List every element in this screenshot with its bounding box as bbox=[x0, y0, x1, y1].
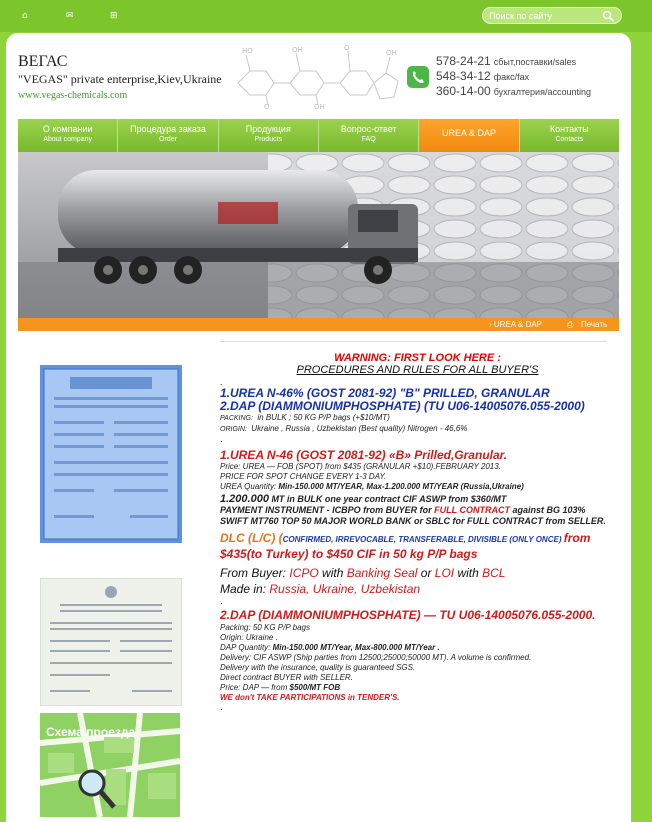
phone-number: 578-24-21 bbox=[436, 54, 491, 68]
contract-terms: MT in BULK one year contract CIF ASWP bbox=[268, 494, 449, 504]
nav-label: Контакты bbox=[549, 124, 589, 134]
urea-price: Price: UREA — FOB (SPOT) from $435 (GRANULAR +$10).FEBRUARY 2013. bbox=[220, 462, 501, 471]
urea-quantity-label: UREA Quantity: bbox=[220, 482, 279, 491]
nav-sublabel: FAQ bbox=[361, 136, 376, 143]
origin-value: Ukraine , Russia , Uzbekistan (Best quality) Nitrogen - 46,6% bbox=[251, 424, 468, 433]
origin-line bbox=[220, 424, 615, 435]
dap-quantity-label: DAP Quantity: bbox=[220, 643, 273, 652]
dlc-terms: CONFIRMED, IRREVOCABLE, TRANSFERABLE, DIVISIBLE bbox=[282, 535, 508, 544]
loi-text: LOI bbox=[434, 566, 455, 580]
payment-line bbox=[220, 505, 615, 527]
logo-url[interactable]: www.vegas-chemicals.com bbox=[18, 90, 128, 101]
phone-row bbox=[436, 53, 591, 68]
warning-title: WARNING: FIRST LOOK HERE : bbox=[334, 352, 501, 364]
dlc-price-turkey: $435(to Turkey) bbox=[220, 547, 309, 561]
urea-quantity bbox=[220, 482, 615, 492]
svg-text:HO: HO bbox=[242, 47, 253, 55]
made-in-label: Made in: bbox=[220, 582, 270, 596]
nav-sublabel: Order bbox=[159, 136, 177, 143]
page-container bbox=[6, 33, 631, 822]
search-input[interactable] bbox=[489, 9, 599, 23]
nav-item-about[interactable] bbox=[18, 119, 118, 152]
phone-description: факс/fax bbox=[493, 72, 530, 82]
or-text: or bbox=[417, 566, 435, 580]
nav-label: О компании bbox=[42, 124, 93, 134]
nav-label: UREA & DAP bbox=[441, 128, 496, 138]
bcl-text: BCL bbox=[482, 566, 506, 580]
phone-description: сбыт,поставки/sales bbox=[493, 57, 577, 67]
dap-delivery: Delivery: CIF ASWP (Ship parties from 12500;25000;50000 MT). A volume is confirmed. bbox=[220, 653, 532, 662]
nav-item-faq[interactable] bbox=[319, 119, 419, 152]
divider bbox=[220, 341, 607, 342]
banner-image bbox=[18, 152, 619, 318]
from-buyer-label: From Buyer: bbox=[220, 566, 290, 580]
separator-dot: . bbox=[220, 702, 223, 712]
search-icon[interactable] bbox=[602, 10, 615, 22]
icpo-text: ICPO bbox=[289, 566, 319, 580]
breadcrumb-strip bbox=[18, 318, 619, 331]
dap-origin: Origin: Ukraine . bbox=[220, 633, 278, 642]
urea-quantity-value: Min-150.000 MT/YEAR, Max-1.200.000 MT/YEAR (Russia,Ukraine) bbox=[278, 482, 524, 491]
logo-subtitle: "VEGAS" private enterprise,Kiev,Ukraine bbox=[18, 72, 222, 86]
mail-icon[interactable]: ✉ bbox=[66, 11, 74, 21]
contract-volume: 1.200.000 bbox=[220, 493, 269, 505]
payment-full-contract: FULL CONTRACT bbox=[434, 505, 510, 515]
dap-heading: 2.DAP (DIAMMONIUMPHOSPHATE) — TU U06-14005076.055-2000. bbox=[220, 608, 596, 622]
urea-spot-note: PRICE FOR SPOT CHANGE EVERY 1-3 DAY. bbox=[220, 472, 387, 481]
warning-subtitle: PROCEDURES AND RULES FOR ALL BUYER'S bbox=[296, 364, 539, 376]
packing-value: in BULK ; 50 KG P/P bags (+$10/MT) bbox=[257, 413, 390, 422]
banking-seal-text: Banking Seal bbox=[346, 566, 418, 580]
dlc-once: (ONLY ONCE) bbox=[507, 535, 564, 544]
separator-dot: . bbox=[220, 377, 223, 387]
phone-list bbox=[436, 53, 591, 98]
certificate-image[interactable] bbox=[40, 365, 182, 543]
dap-price bbox=[220, 683, 615, 693]
urea-heading: 1.UREA N-46 (GOST 2081-92) «B» Prilled,Granular. bbox=[220, 448, 507, 462]
svg-text:OH: OH bbox=[386, 49, 397, 57]
nav-sublabel: Products bbox=[254, 136, 283, 143]
nav-label: Продукция bbox=[245, 124, 291, 134]
svg-text:O: O bbox=[344, 44, 350, 52]
main-content bbox=[220, 341, 615, 712]
dlc-line bbox=[220, 531, 615, 562]
search-box bbox=[482, 7, 622, 24]
sitemap-icon[interactable]: ⊞ bbox=[110, 11, 118, 21]
products-heading-2: 2.DAP (DIAMMONIUMPHOSPHATE) (TU U06-14005076.055-2000) bbox=[220, 399, 585, 413]
contract-price: from $360/MT bbox=[448, 494, 507, 504]
nav-item-urea-dap[interactable] bbox=[419, 119, 519, 152]
nav-label: Процедура заказа bbox=[130, 124, 206, 134]
dlc-from: from bbox=[563, 531, 591, 545]
svg-text:O: O bbox=[264, 103, 270, 109]
svg-text:OH: OH bbox=[292, 46, 303, 54]
molecule-decoration bbox=[228, 43, 408, 109]
main-nav bbox=[18, 119, 619, 152]
packing-line bbox=[220, 413, 615, 424]
nav-item-products[interactable] bbox=[219, 119, 319, 152]
dlc-label: DLC (L/C) ( bbox=[220, 531, 283, 545]
svg-text:OH: OH bbox=[314, 103, 325, 109]
print-icon[interactable]: ⎙ bbox=[567, 320, 574, 329]
dap-quantity-value: Min-150.000 MT/Year, Max-800.000 MT/Year . bbox=[272, 643, 440, 652]
dap-price-value: $500/MT FOB bbox=[289, 683, 341, 692]
tenders-notice: WE don't TAKE PARTICIPATIONS in TENDER'S. bbox=[220, 693, 400, 702]
made-in-line bbox=[220, 581, 615, 597]
with-text: with bbox=[318, 566, 347, 580]
dap-price-label: Price: DAP — from bbox=[220, 683, 290, 692]
phone-row bbox=[436, 68, 591, 83]
dap-direct-contract: Direct contract BUYER with SELLER. bbox=[220, 673, 353, 682]
phone-description: бухгалтерия/accounting bbox=[493, 87, 591, 97]
payment-prefix: PAYMENT INSTRUMENT - ICBPO from BUYER for bbox=[220, 505, 435, 515]
separator-dot: . bbox=[220, 434, 223, 444]
dap-insurance: Delivery with the insurance, quality is guaranteed SGS. bbox=[220, 663, 416, 672]
dlc-price-cif: $450 CIF in 50 kg P/P bags bbox=[326, 547, 478, 561]
phone-icon bbox=[406, 65, 430, 89]
logo-title[interactable]: ВЕГАС bbox=[18, 53, 68, 70]
payment-suffix: against BG 103% SWIFT MT760 TOP 50 MAJOR WORLD BANK or SBLC for FULL CONTRACT from SELLER. bbox=[220, 505, 606, 526]
packing-label: PACKING: bbox=[220, 415, 253, 422]
dap-quantity bbox=[220, 643, 615, 653]
registration-certificate-image[interactable] bbox=[40, 578, 182, 706]
separator-dot: . bbox=[220, 596, 223, 606]
made-in-value: Russia, Ukraine, Uzbekistan bbox=[269, 582, 421, 596]
phone-number: 548-34-12 bbox=[436, 69, 491, 83]
top-bar bbox=[0, 0, 652, 32]
home-icon[interactable]: ⌂ bbox=[22, 11, 28, 21]
nav-label: Вопрос-ответ bbox=[340, 124, 397, 134]
contract-line bbox=[220, 494, 615, 505]
nav-item-contacts[interactable] bbox=[520, 119, 619, 152]
phone-number: 360-14-00 bbox=[436, 84, 491, 98]
map-label: Схема проезда bbox=[46, 725, 136, 739]
phone-row bbox=[436, 83, 591, 98]
nav-item-order[interactable] bbox=[118, 119, 218, 152]
nav-sublabel: Contacts bbox=[555, 136, 584, 143]
breadcrumb-link[interactable]: › UREA & DAP bbox=[489, 320, 542, 329]
products-heading-1: 1.UREA N-46% (GOST 2081-92) "B" PRILLED, GRANULAR bbox=[220, 386, 550, 400]
print-link[interactable]: Печать bbox=[581, 320, 608, 329]
dap-packing: Packing: 50 KG P/P bags bbox=[220, 623, 310, 632]
from-buyer-line bbox=[220, 565, 615, 581]
with-text: with bbox=[454, 566, 483, 580]
origin-label: ORIGIN: bbox=[220, 426, 247, 433]
directions-map-link[interactable] bbox=[40, 713, 180, 817]
nav-sublabel: About company bbox=[43, 136, 92, 143]
dlc-to: to bbox=[308, 547, 327, 561]
